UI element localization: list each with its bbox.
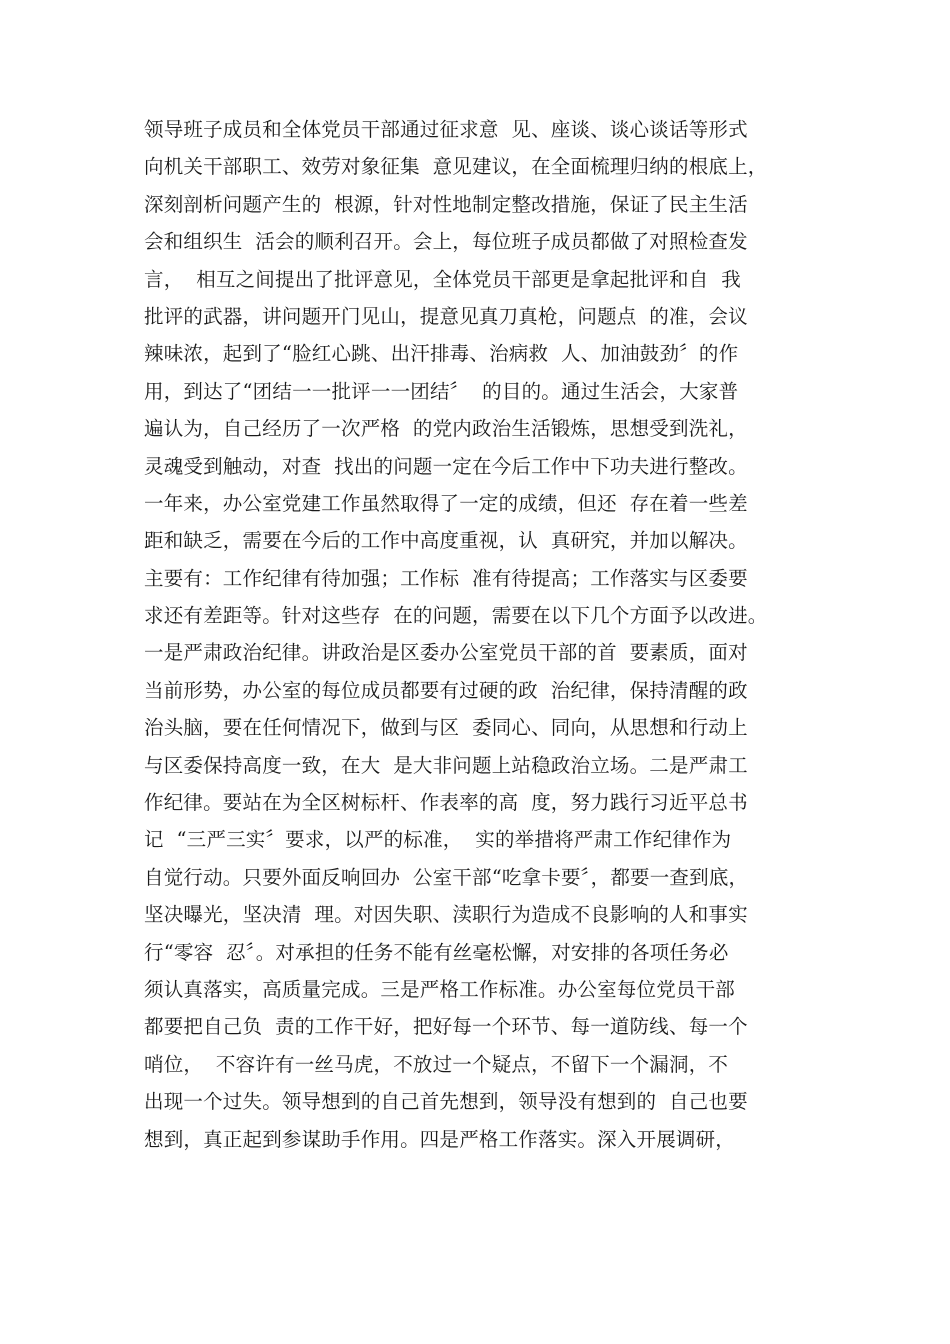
text-line: 向机关干部职工、效劳对象征集 意见建议，在全面梳理归纳的根底上， [144, 155, 768, 179]
text-line: 都要把自己负 责的工作干好，把好每一个环节、每一道防线、每一个 [144, 1015, 748, 1039]
text-line: 一是严肃政治纪律。讲政治是区委办公室党员干部的首 要素质，面对 [144, 641, 748, 665]
text-line: 记 “三严三实〞要求，以严的标准， 实的举措将严肃工作纪律作为 [144, 828, 732, 852]
text-line: 批评的武器，讲问题开门见山，提意见真刀真枪，问题点 的准，会议 [144, 304, 748, 328]
text-line: 作纪律。要站在为全区树标杆、作表率的高 度，努力践行习近平总书 [144, 791, 748, 815]
text-line: 自觉行动。只要外面反响回办 公室干部“吃拿卡要〞，都要一查到底， [144, 865, 749, 889]
text-line: 言， 相互之间提出了批评意见，全体党员干部更是拿起批评和自 我 [144, 267, 741, 291]
text-line: 须认真落实，高质量完成。三是严格工作标准。办公室每位党员干部 [144, 977, 736, 1001]
text-line: 求还有差距等。针对这些存 在的问题，需要在以下几个方面予以改进。 [144, 604, 768, 628]
text-line: 一年来，办公室党建工作虽然取得了一定的成绩，但还 存在着一些差 [144, 491, 748, 515]
body-text [144, 111, 824, 1158]
text-line: 出现一个过失。领导想到的自己首先想到，领导没有想到的 自己也要 [144, 1090, 748, 1114]
text-line: 行“零容 忍〞。对承担的任务不能有丝毫松懈，对安排的各项任务必 [144, 940, 729, 964]
text-line: 当前形势，办公室的每位成员都要有过硬的政 治纪律，保持清醒的政 [144, 678, 748, 702]
text-line: 深刻剖析问题产生的 根源，针对性地制定整改措施，保证了民主生活 [144, 192, 748, 216]
text-line: 想到，真正起到参谋助手作用。四是严格工作落实。深入开展调研， [144, 1127, 736, 1151]
text-line: 坚决曝光，坚决清 理。对因失职、渎职行为造成不良影响的人和事实 [144, 903, 748, 927]
text-line: 用，到达了“团结一一批评一一团结〞 的目的。通过生活会，大家普 [144, 379, 739, 403]
text-line: 治头脑，要在任何情况下，做到与区 委同心、同向，从思想和行动上 [144, 716, 748, 740]
text-line: 领导班子成员和全体党员干部通过征求意 见、座谈、谈心谈话等形式 [144, 118, 748, 141]
text-line: 遍认为，自己经历了一次严格 的党内政治生活锻炼，思想受到洗礼， [144, 417, 748, 441]
text-line: 灵魂受到触动，对查 找出的问题一定在今后工作中下功夫进行整改。 [144, 454, 748, 478]
text-line: 距和缺乏，需要在今后的工作中高度重视，认 真研究，并加以解决。 [144, 529, 748, 553]
text-line: 辣味浓，起到了“脸红心跳、出汗排毒、治病救 人、加油鼓劲〞的作 [144, 342, 739, 366]
text-line: 与区委保持高度一致，在大 是大非问题上站稳政治立场。二是严肃工 [144, 753, 748, 777]
text-line: 哨位， 不容许有一丝马虎，不放过一个疑点，不留下一个漏洞，不 [144, 1052, 729, 1076]
text-line: 主要有：工作纪律有待加强；工作标 准有待提高；工作落实与区委要 [144, 566, 748, 590]
text-line: 会和组织生 活会的顺利召开。会上，每位班子成员都做了对照检查发 [144, 230, 748, 254]
